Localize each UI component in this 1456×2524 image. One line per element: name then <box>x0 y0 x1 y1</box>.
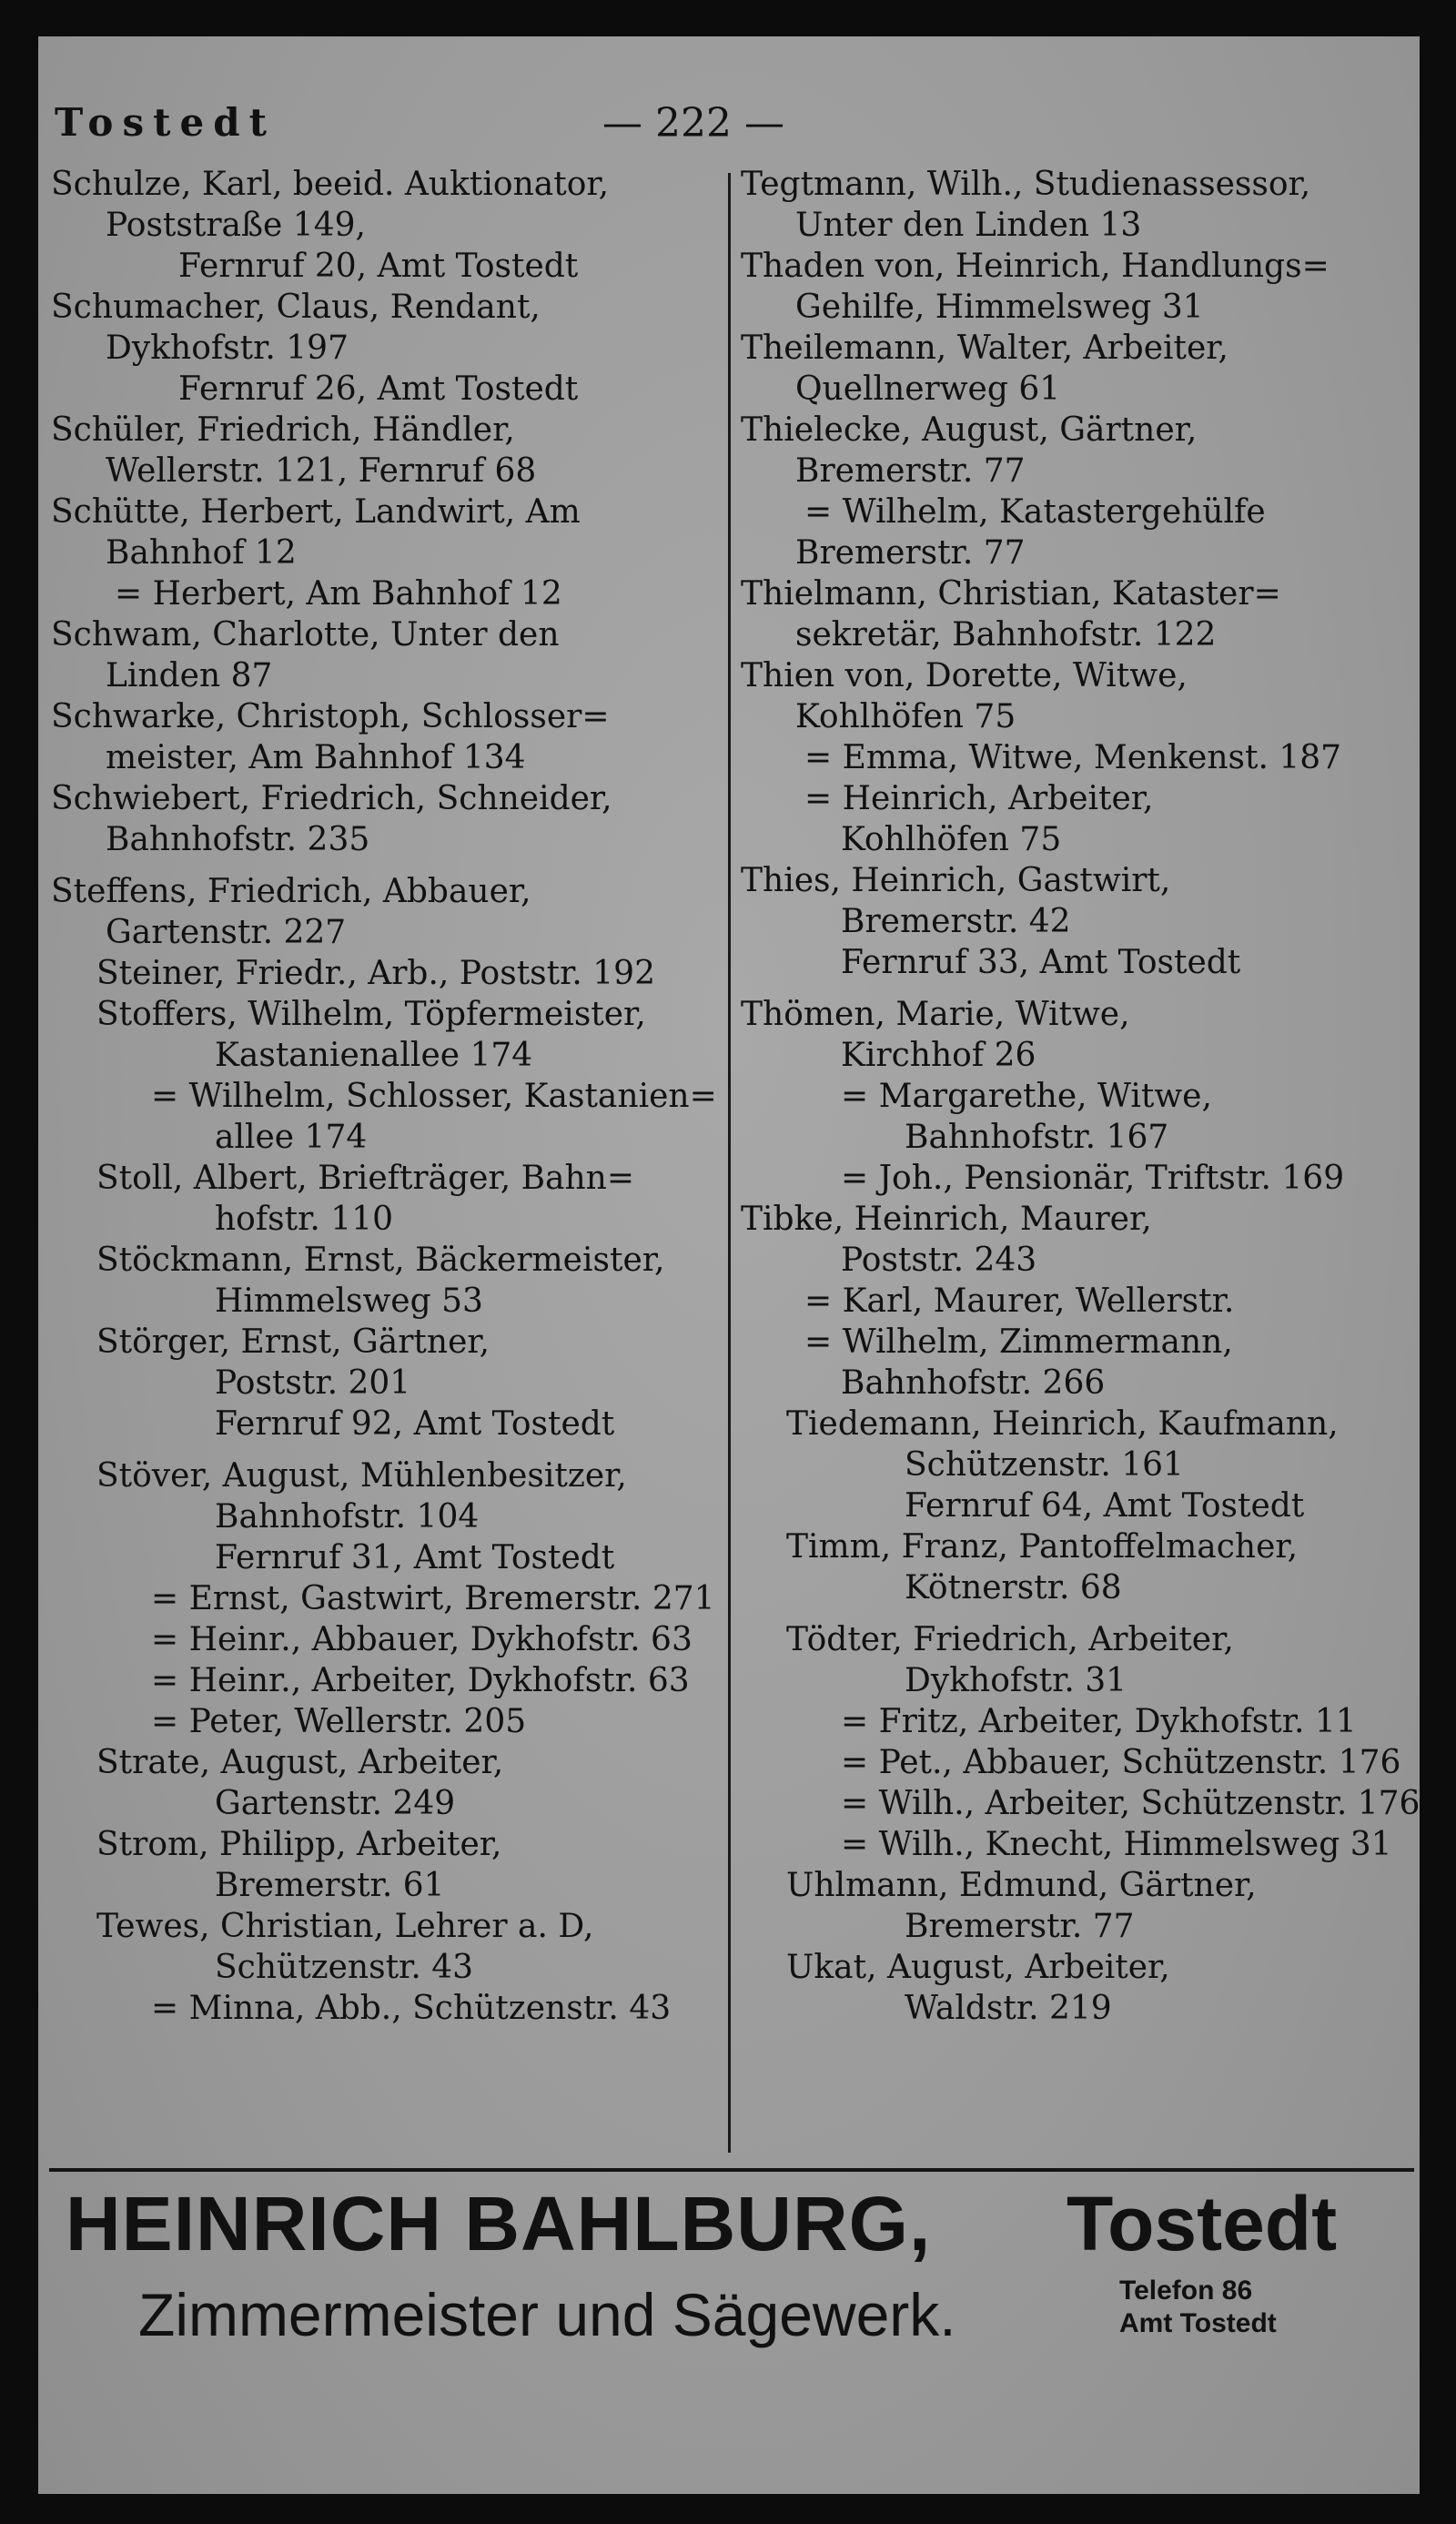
advertisement-rule <box>49 2168 1414 2172</box>
directory-entry <box>741 1865 1414 1947</box>
directory-entry <box>51 1660 720 1701</box>
directory-entry <box>51 410 720 492</box>
entry-line: Bremerstr. 61 <box>215 1867 445 1904</box>
entry-line: Strate, August, Arbeiter, <box>96 1744 504 1781</box>
ad-place: Tostedt <box>1067 2181 1338 2266</box>
page-header <box>38 100 1420 155</box>
entry-line: Schulze, Karl, beeid. Auktionator, <box>51 166 610 203</box>
entry-line: Steffens, Friedrich, Abbauer, <box>51 873 531 910</box>
entry-line: Stöckmann, Ernst, Bäckermeister, <box>96 1242 665 1279</box>
directory-entry <box>51 573 720 614</box>
directory-entry <box>51 1619 720 1660</box>
directory-entry <box>741 655 1414 737</box>
entry-line: = Heinr., Arbeiter, Dykhofstr. 63 <box>151 1662 690 1699</box>
entry-line: = Herbert, Am Bahnhof 12 <box>115 575 562 613</box>
ad-business-name: HEINRICH BAHLBURG, <box>66 2181 932 2266</box>
entry-line: Fernruf 26, Amt Tostedt <box>178 370 579 408</box>
directory-entry <box>51 1076 720 1158</box>
directory-entry <box>741 246 1414 328</box>
entry-line: Theilemann, Walter, Arbeiter, <box>741 329 1228 367</box>
entry-line: = Wilhelm, Zimmermann, <box>804 1323 1233 1361</box>
entry-line: Thaden von, Heinrich, Handlungs= <box>741 248 1330 285</box>
entry-line: Tewes, Christian, Lehrer a. D, <box>96 1908 594 1945</box>
directory-entry <box>741 1404 1414 1526</box>
entry-line: Störger, Ernst, Gärtner, <box>96 1323 490 1361</box>
right-column <box>741 164 1420 2029</box>
entry-line: Thielmann, Christian, Kataster= <box>741 575 1281 613</box>
entry-line: Himmelsweg 53 <box>215 1282 483 1320</box>
directory-entry <box>51 287 720 410</box>
entry-line: = Wilhelm, Katastergehülfe <box>804 493 1266 531</box>
entry-line: Thielecke, August, Gärtner, <box>741 411 1198 449</box>
entry-line: Kötnerstr. 68 <box>905 1569 1122 1607</box>
entry-line: Stoffers, Wilhelm, Töpfermeister, <box>96 996 646 1033</box>
entry-line: sekretär, Bahnhofstr. 122 <box>795 616 1217 654</box>
directory-entry <box>741 492 1414 573</box>
directory-entry <box>51 492 720 573</box>
directory-entry <box>741 164 1414 246</box>
entry-line: Bahnhofstr. 167 <box>905 1119 1169 1156</box>
directory-entry <box>51 1988 720 2029</box>
directory-entry <box>741 1281 1414 1322</box>
directory-entry <box>51 953 720 994</box>
directory-entry <box>51 1322 720 1444</box>
directory-entry <box>741 328 1414 410</box>
running-head: Tostedt <box>55 100 276 145</box>
entry-line: Gartenstr. 227 <box>106 914 347 951</box>
entry-line: Tegtmann, Wilh., Studienassessor, <box>741 166 1311 203</box>
directory-entry <box>51 1158 720 1240</box>
entry-line: Bahnhofstr. 235 <box>106 821 370 858</box>
entry-line: = Fritz, Arbeiter, Dykhofstr. 11 <box>841 1703 1357 1740</box>
entry-line: Gehilfe, Himmelsweg 31 <box>795 289 1204 326</box>
entry-line: = Wilh., Knecht, Himmelsweg 31 <box>841 1826 1392 1863</box>
entry-line: Stoll, Albert, Briefträger, Bahn= <box>96 1160 635 1197</box>
entry-line: = Heinrich, Arbeiter, <box>804 780 1154 817</box>
entry-line: allee 174 <box>215 1119 368 1156</box>
entry-line: Kirchhof 26 <box>841 1037 1036 1074</box>
entry-line: Thien von, Dorette, Witwe, <box>741 657 1188 694</box>
entry-line: Kohlhöfen 75 <box>795 698 1016 735</box>
entry-line: = Heinr., Abbauer, Dykhofstr. 63 <box>151 1621 693 1658</box>
directory-entry <box>51 994 720 1076</box>
directory-entry <box>51 164 720 287</box>
entry-line: Steiner, Friedr., Arb., Poststr. 192 <box>96 955 655 992</box>
entry-line: Schumacher, Claus, Rendant, <box>51 289 541 326</box>
entry-line: Kohlhöfen 75 <box>841 821 1062 858</box>
directory-entry <box>741 573 1414 655</box>
directory-entry <box>51 1906 720 1988</box>
directory-entry <box>51 871 720 953</box>
directory-entry <box>51 1742 720 1824</box>
entry-line: Fernruf 92, Amt Tostedt <box>215 1405 615 1443</box>
entry-line: Stöver, August, Mühlenbesitzer, <box>96 1457 627 1495</box>
entry-line: Thömen, Marie, Witwe, <box>741 996 1130 1033</box>
directory-entry <box>51 1701 720 1742</box>
entry-line: Schwam, Charlotte, Unter den <box>51 616 560 654</box>
entry-line: Dykhofstr. 31 <box>905 1662 1127 1699</box>
entry-line: Strom, Philipp, Arbeiter, <box>96 1826 502 1863</box>
entry-line: Gartenstr. 249 <box>215 1785 456 1822</box>
entry-line: Bahnhofstr. 266 <box>841 1364 1106 1402</box>
entry-line: Kastanienallee 174 <box>215 1037 533 1074</box>
directory-entry <box>51 1824 720 1906</box>
column-divider <box>728 173 731 2153</box>
entry-line: = Wilh., Arbeiter, Schützenstr. 176 <box>841 1785 1420 1822</box>
directory-entry <box>51 614 720 696</box>
entry-line: Schüler, Friedrich, Händler, <box>51 411 515 449</box>
entry-line: Bahnhof 12 <box>106 534 297 572</box>
entry-line: Tödter, Friedrich, Arbeiter, <box>786 1621 1234 1658</box>
entry-line: Tibke, Heinrich, Maurer, <box>741 1201 1152 1238</box>
entry-line: Fernruf 20, Amt Tostedt <box>178 248 579 285</box>
entry-line: Poststr. 201 <box>215 1364 411 1402</box>
directory-entry <box>741 1076 1414 1158</box>
directory-entry <box>741 1742 1414 1783</box>
entry-line: Bremerstr. 42 <box>841 903 1071 940</box>
entry-line: Dykhofstr. 197 <box>106 329 349 367</box>
directory-entry <box>741 1199 1414 1281</box>
directory-entry <box>741 1824 1414 1865</box>
entry-line: Ukat, August, Arbeiter, <box>786 1949 1170 1986</box>
directory-entry <box>51 778 720 860</box>
entry-line: Bremerstr. 77 <box>795 534 1026 572</box>
entry-line: Fernruf 31, Amt Tostedt <box>215 1539 615 1576</box>
directory-entry <box>741 737 1414 778</box>
entry-line: Schwarke, Christoph, Schlosser= <box>51 698 610 735</box>
entry-line: Bremerstr. 77 <box>795 452 1026 490</box>
directory-page <box>38 36 1420 2494</box>
entry-line: Bremerstr. 77 <box>905 1908 1135 1945</box>
entry-line: Schwiebert, Friedrich, Schneider, <box>51 780 612 817</box>
ad-phone-number: Telefon 86 <box>1119 2276 1253 2306</box>
entry-line: Schützenstr. 161 <box>905 1446 1184 1484</box>
entry-line: Linden 87 <box>106 657 273 694</box>
entry-line: Poststraße 149, <box>106 207 366 244</box>
entry-line: Tiedemann, Heinrich, Kaufmann, <box>786 1405 1339 1443</box>
entry-line: Wellerstr. 121, Fernruf 68 <box>106 452 537 490</box>
directory-entry <box>51 1578 720 1619</box>
entry-line: Fernruf 33, Amt Tostedt <box>841 944 1241 981</box>
directory-entry <box>741 1158 1414 1199</box>
directory-entry <box>51 696 720 778</box>
directory-entry <box>741 1947 1414 2029</box>
entry-line: Fernruf 64, Amt Tostedt <box>905 1487 1305 1525</box>
directory-entry <box>741 994 1414 1076</box>
entry-line: Unter den Linden 13 <box>795 207 1142 244</box>
directory-entry <box>741 1619 1414 1701</box>
directory-entry <box>741 1783 1420 1824</box>
entry-line: Bahnhofstr. 104 <box>215 1498 480 1536</box>
directory-entry <box>51 1455 720 1578</box>
entry-line: = Margarethe, Witwe, <box>841 1078 1212 1115</box>
entry-line: = Ernst, Gastwirt, Bremerstr. 271 <box>151 1580 715 1617</box>
entry-line: hofstr. 110 <box>215 1201 393 1238</box>
entry-line: = Wilhelm, Schlosser, Kastanien= <box>151 1078 717 1115</box>
ad-phone <box>1119 2275 1277 2340</box>
entry-line: Schütte, Herbert, Landwirt, Am <box>51 493 581 531</box>
entry-line: Poststr. 243 <box>841 1242 1037 1279</box>
entry-line: = Pet., Abbauer, Schützenstr. 176 <box>841 1744 1401 1781</box>
entry-line: Timm, Franz, Pantoffelmacher, <box>786 1528 1299 1566</box>
entry-line: = Karl, Maurer, Wellerstr. <box>804 1282 1235 1320</box>
entry-line: Uhlmann, Edmund, Gärtner, <box>786 1867 1257 1904</box>
page-number: — 222 — <box>602 100 784 147</box>
directory-entry <box>741 1526 1414 1608</box>
entry-line: = Minna, Abb., Schützenstr. 43 <box>151 1990 672 2027</box>
entry-line: Quellnerweg 61 <box>795 370 1061 408</box>
directory-entry <box>741 410 1414 492</box>
directory-entry <box>741 778 1414 860</box>
entry-line: Thies, Heinrich, Gastwirt, <box>741 862 1171 899</box>
entry-line: Waldstr. 219 <box>905 1990 1112 2027</box>
directory-entry <box>741 1322 1414 1404</box>
entry-line: = Emma, Witwe, Menkenst. 187 <box>804 739 1342 776</box>
entry-line: meister, Am Bahnhof 134 <box>106 739 526 776</box>
directory-entry <box>741 1701 1414 1742</box>
entry-line: Schützenstr. 43 <box>215 1949 474 1986</box>
directory-entry <box>741 860 1414 983</box>
entry-line: = Peter, Wellerstr. 205 <box>151 1703 527 1740</box>
advertisement <box>38 2180 1420 2471</box>
left-column <box>51 164 720 2029</box>
directory-entry <box>51 1240 720 1322</box>
entry-line: = Joh., Pensionär, Triftstr. 169 <box>841 1160 1345 1197</box>
ad-trade: Zimmermeister und Sägewerk. <box>138 2281 956 2348</box>
ad-phone-exchange: Amt Tostedt <box>1119 2308 1277 2338</box>
